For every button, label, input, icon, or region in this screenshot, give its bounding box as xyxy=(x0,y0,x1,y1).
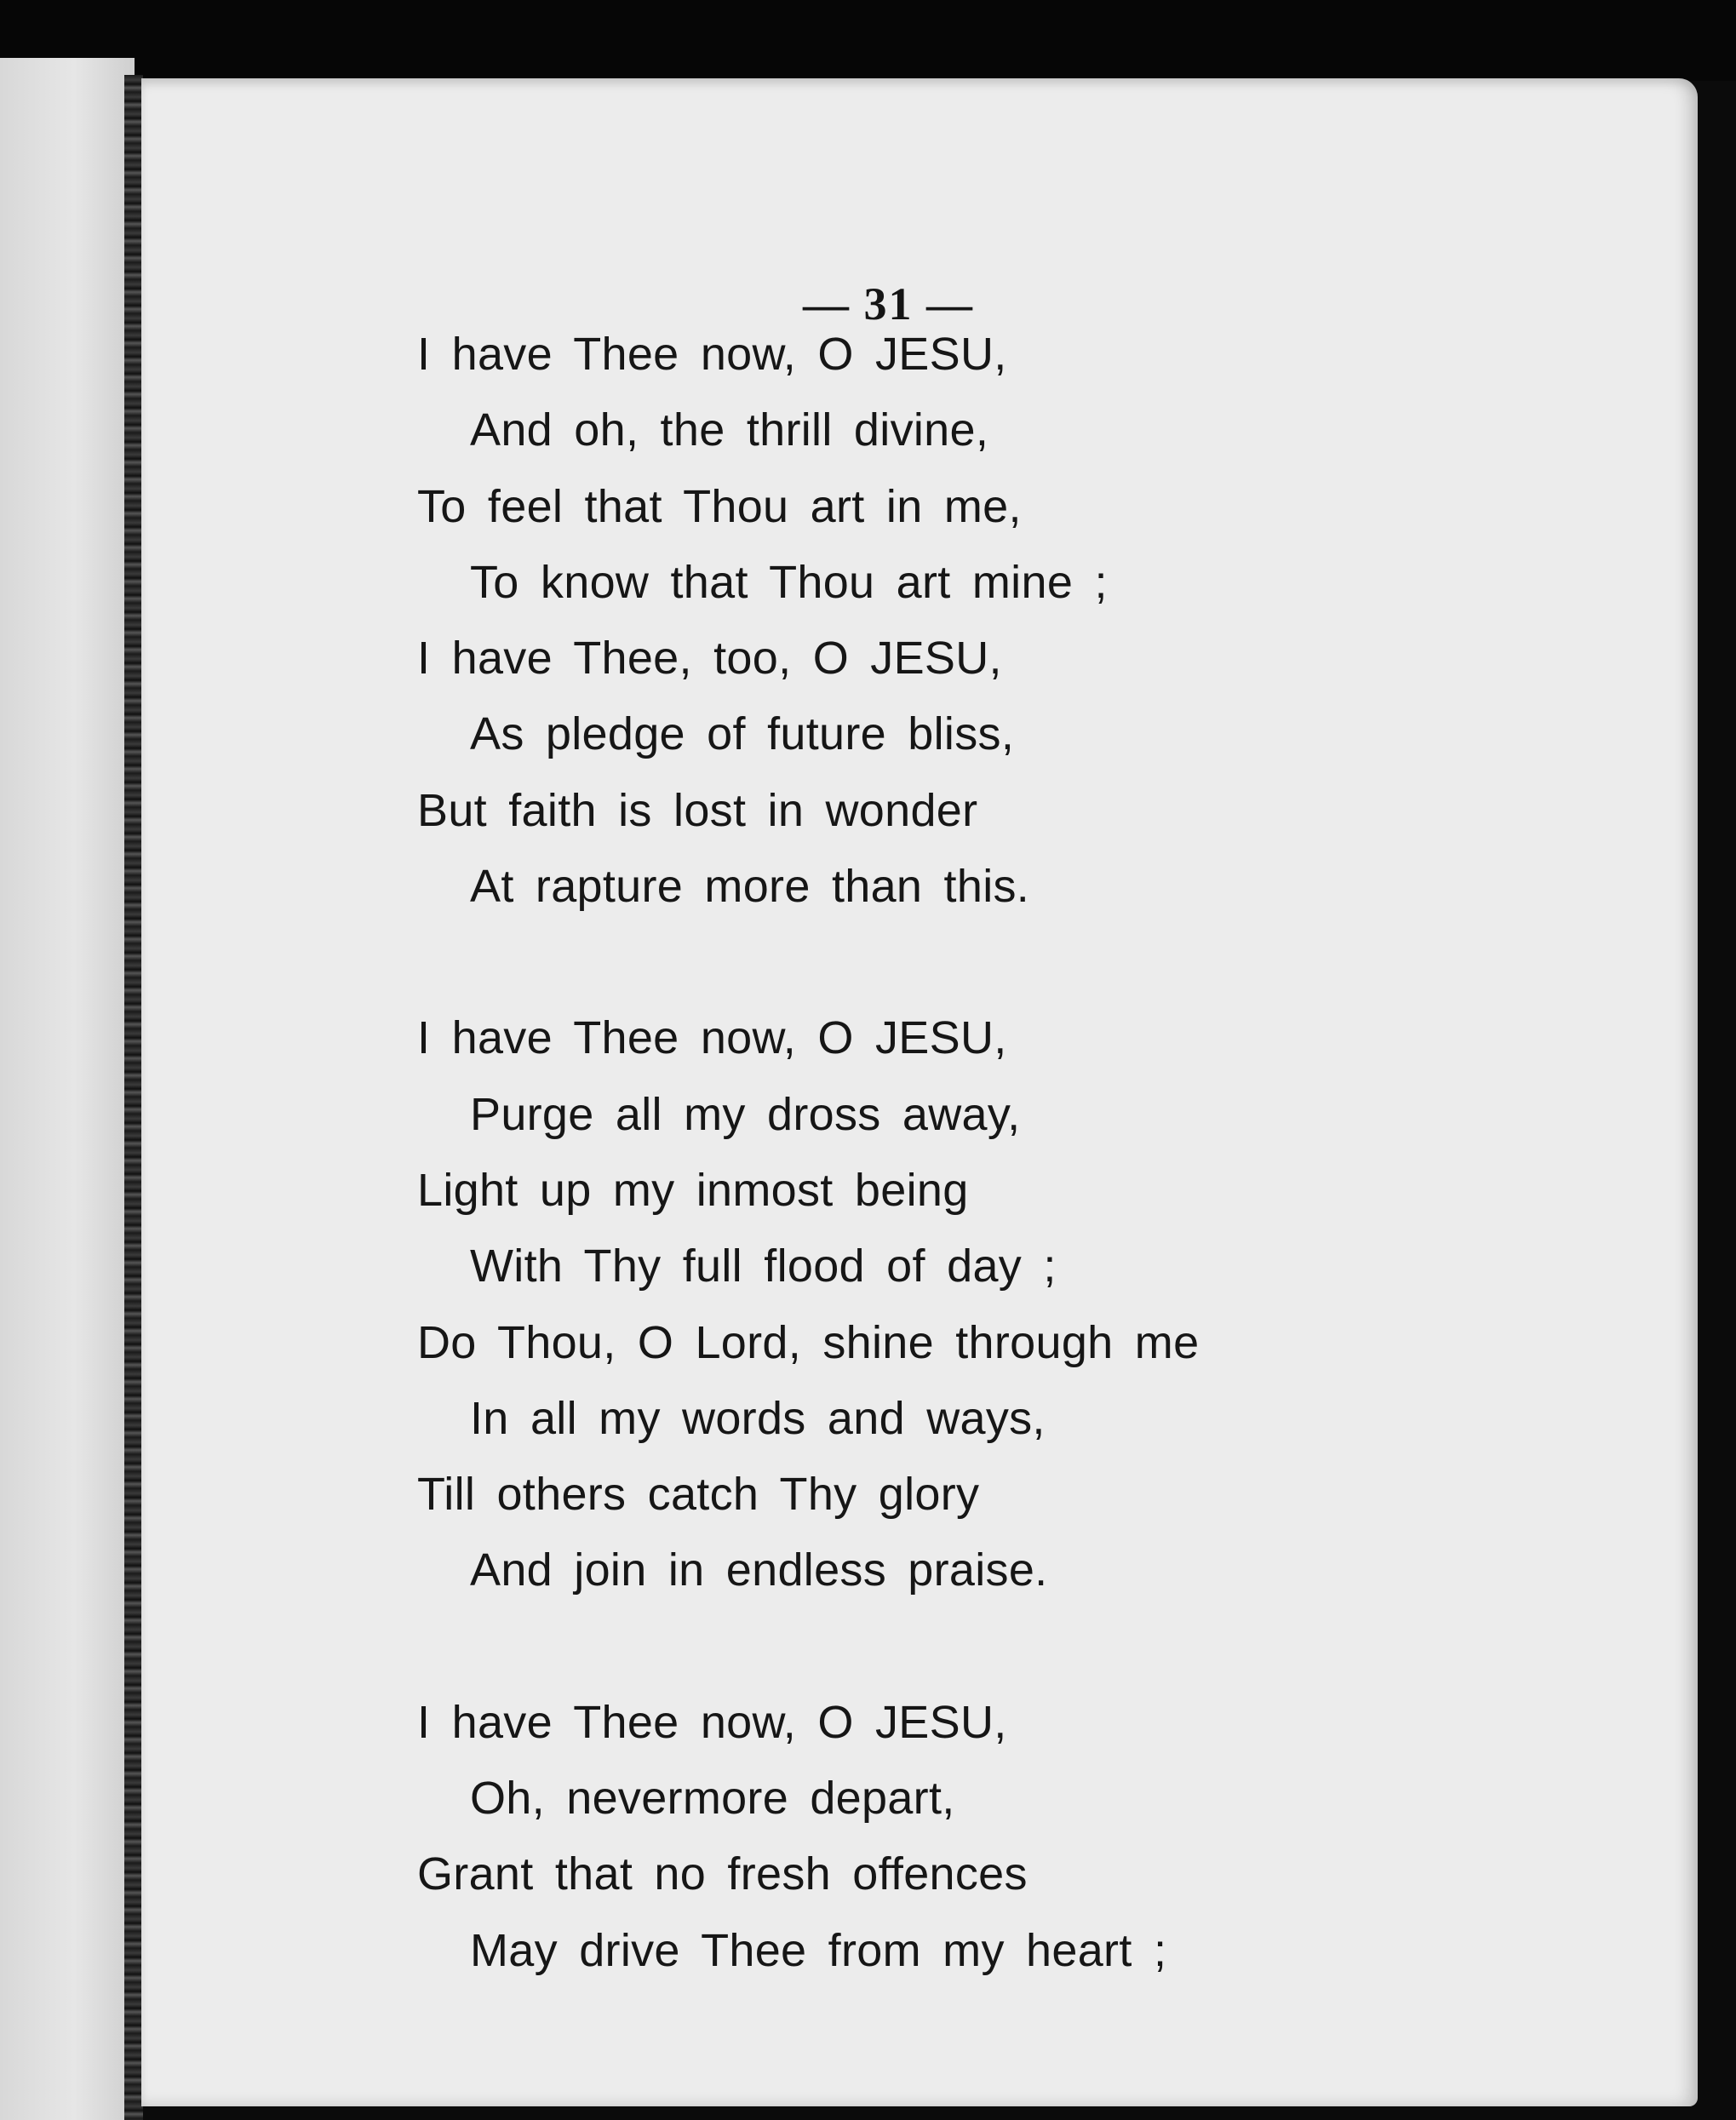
stanza xyxy=(417,1000,1524,1608)
book-gutter xyxy=(124,75,143,2120)
poem-line: I have Thee now, O JESU, xyxy=(417,1696,1007,1748)
poem-line: Oh, nevermore depart, xyxy=(470,1773,955,1825)
facing-page-edge xyxy=(0,58,135,2120)
poem-line: And oh, the thrill divine, xyxy=(470,404,989,456)
poem-line: Till others catch Thy glory xyxy=(417,1469,980,1521)
poem-line: Light up my inmost being xyxy=(417,1164,969,1216)
page-number: — 31 — xyxy=(803,278,974,329)
poem-line: Do Thou, O Lord, shine through me xyxy=(417,1316,1200,1368)
poem xyxy=(417,317,1524,2065)
poem-line: I have Thee now, O JESU, xyxy=(417,329,1007,380)
poem-line: I have Thee now, O JESU, xyxy=(417,1012,1007,1064)
poem-line: As pledge of future bliss, xyxy=(470,708,1015,760)
poem-line: Grant that no fresh offences xyxy=(417,1848,1028,1900)
poem-line: At rapture more than this. xyxy=(470,861,1030,913)
poem-line: But faith is lost in wonder xyxy=(417,784,978,836)
stanza xyxy=(417,1685,1524,1989)
stanza xyxy=(417,317,1524,925)
poem-line: May drive Thee from my heart ; xyxy=(470,1924,1167,1976)
poem-line: In all my words and ways, xyxy=(470,1392,1046,1444)
poem-line: To know that Thou art mine ; xyxy=(470,556,1108,608)
poem-line: To feel that Thou art in me, xyxy=(417,480,1022,532)
scan-border xyxy=(0,0,1736,81)
poem-line: And join in endless praise. xyxy=(470,1544,1048,1596)
poem-line: I have Thee, too, O JESU, xyxy=(417,633,1002,685)
poem-line: Purge all my dross away, xyxy=(470,1088,1021,1140)
poem-line: With Thy full flood of day ; xyxy=(470,1240,1057,1292)
